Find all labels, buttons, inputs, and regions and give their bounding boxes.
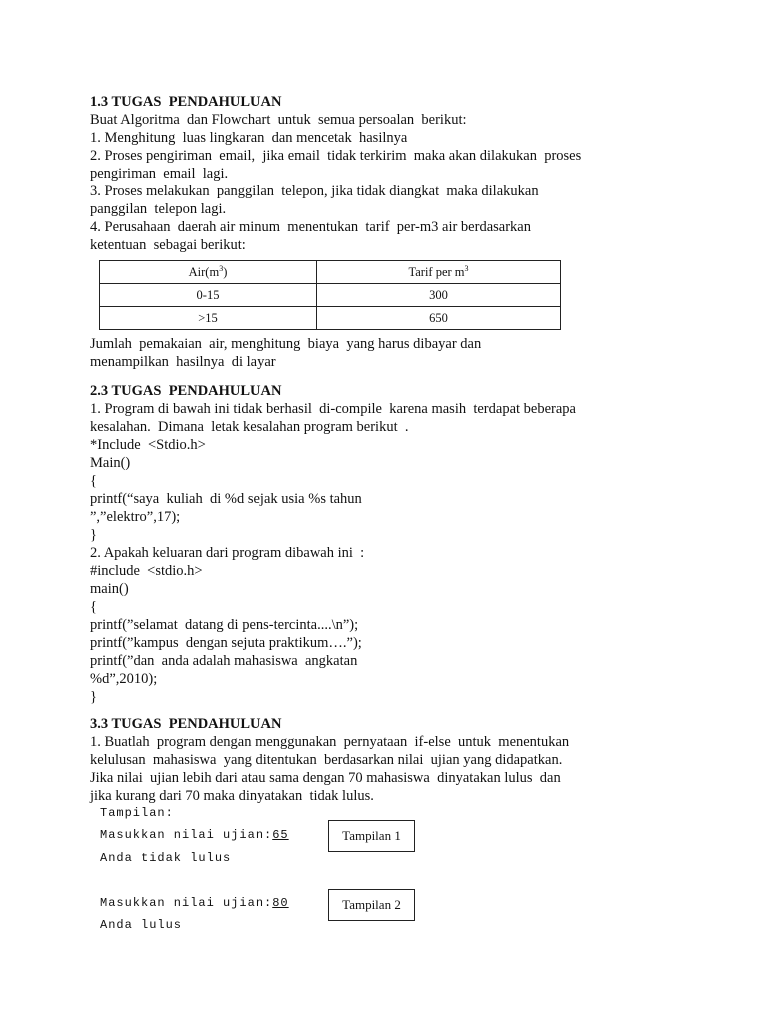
code-line: Main() — [90, 455, 131, 471]
code-line: printf(”selamat datang di pens-tercinta....\n”); — [90, 617, 359, 633]
code-line: { — [90, 473, 97, 489]
section1-line: 1. Menghitung luas lingkaran dan mencetak hasilnya — [90, 130, 408, 146]
section2-line: 2. Apakah keluaran dari program dibawah ini : — [90, 545, 365, 561]
console-input-value-2: 80 — [272, 896, 289, 910]
console-result-1: Anda tidak lulus — [100, 851, 232, 865]
code-line: } — [90, 527, 97, 543]
section1-line: Buat Algoritma dan Flowchart untuk semua persoalan berikut: — [90, 112, 467, 128]
section2-heading: 2.3 TUGAS PENDAHULUAN — [90, 383, 282, 399]
code-line: ”,”elektro”,17); — [90, 509, 181, 525]
console-input-value-1: 65 — [272, 828, 289, 842]
output-box-1: Tampilan 1 — [328, 820, 415, 852]
section3-line: 1. Buatlah program dengan menggunakan pernyataan if-else untuk menentukan — [90, 734, 570, 750]
section1-line: panggilan telepon lagi. — [90, 201, 227, 217]
console-prompt-2: Masukkan nilai ujian:80 — [100, 896, 289, 910]
header-air: $Air(m^3)$ — [100, 261, 317, 284]
console-label: Tampilan: — [100, 806, 174, 820]
section3-heading: 3.3 TUGAS PENDAHULUAN — [90, 716, 282, 732]
cell-tarif: 300 — [317, 284, 561, 307]
code-line: printf(”dan anda adalah mahasiswa angkatan — [90, 653, 358, 669]
section1-after-table: menampilkan hasilnya di layar — [90, 354, 276, 370]
section1-after-table: Jumlah pemakaian air, menghitung biaya yang harus dibayar dan — [90, 336, 482, 352]
header-tarif: Tarif per $m^3$ — [317, 261, 561, 284]
section1-line: 3. Proses melakukan panggilan telepon, jika tidak diangkat maka dilakukan — [90, 183, 539, 199]
cell-air: >15 — [100, 307, 317, 330]
code-line: printf(“saya kuliah di %d sejak usia %s tahun — [90, 491, 362, 507]
section2-line: 1. Program di bawah ini tidak berhasil di-compile karena masih terdapat beberapa — [90, 401, 576, 417]
console-prompt-1: Masukkan nilai ujian:65 — [100, 828, 289, 842]
code-line: %d”,2010); — [90, 671, 158, 687]
output-box-2: Tampilan 2 — [328, 889, 415, 921]
section1-line: 4. Perusahaan daerah air minum menentukan tarif per-m3 air berdasarkan — [90, 219, 531, 235]
code-line: main() — [90, 581, 129, 597]
code-line: #include <stdio.h> — [90, 563, 203, 579]
code-line: printf(”kampus dengan sejuta praktikum….”); — [90, 635, 362, 651]
section1-heading: 1.3 TUGAS PENDAHULUAN — [90, 94, 282, 110]
section1-line: pengiriman email lagi. — [90, 166, 229, 182]
cell-air: 0-15 — [100, 284, 317, 307]
code-line: } — [90, 689, 97, 705]
section3-line: Jika nilai ujian lebih dari atau sama dengan 70 mahasiswa dinyatakan lulus dan — [90, 770, 561, 786]
console-result-2: Anda lulus — [100, 918, 183, 932]
section3-line: kelulusan mahasiswa yang ditentukan berdasarkan nilai ujian yang didapatkan. — [90, 752, 563, 768]
cell-tarif: 650 — [317, 307, 561, 330]
section1-line: 2. Proses pengiriman email, jika email tidak terkirim maka akan dilakukan proses — [90, 148, 582, 164]
section2-line: kesalahan. Dimana letak kesalahan program berikut . — [90, 419, 409, 435]
tariff-table — [99, 260, 561, 330]
table-row — [100, 284, 561, 307]
table-header-row — [100, 261, 561, 284]
section1-line: ketentuan sebagai berikut: — [90, 237, 246, 253]
table-row — [100, 307, 561, 330]
code-line: *Include <Stdio.h> — [90, 437, 206, 453]
code-line: { — [90, 599, 97, 615]
section3-line: jika kurang dari 70 maka dinyatakan tidak lulus. — [90, 788, 374, 804]
